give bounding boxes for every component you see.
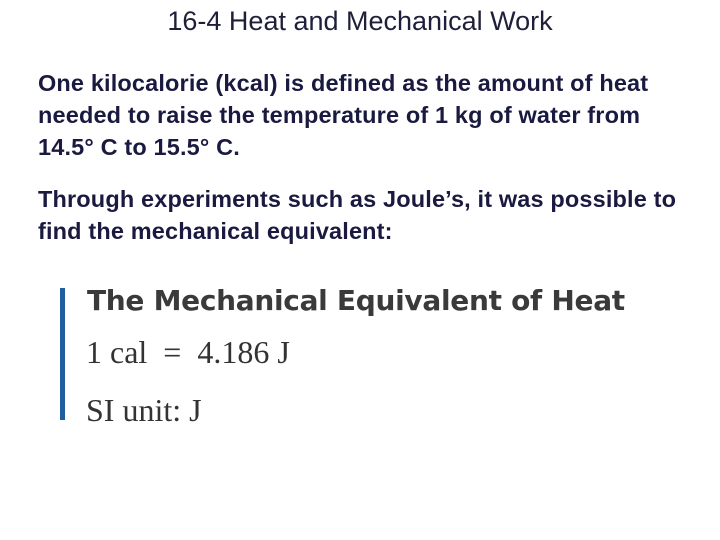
- slide-title: 16-4 Heat and Mechanical Work: [167, 6, 553, 36]
- equation: [86, 334, 290, 371]
- mechanical-equivalent-box: [60, 284, 660, 428]
- joule-experiments-text: Through experiments such as Joule’s, it was possible to find the mechanical equivalent:: [38, 186, 677, 244]
- equation-lhs: 1 cal: [86, 334, 148, 370]
- si-unit-text: SI unit: J: [86, 392, 202, 428]
- equals-sign: =: [163, 334, 182, 370]
- accent-bar: [60, 288, 65, 420]
- equation-rhs: 4.186 J: [197, 334, 290, 370]
- box-heading: The Mechanical Equivalent of Heat: [87, 284, 625, 317]
- kilocalorie-definition-text: One kilocalorie (kcal) is defined as the amount of heat needed to raise the temperature of 1 kg of water from 14.5° C to 15.5° C.: [38, 70, 649, 160]
